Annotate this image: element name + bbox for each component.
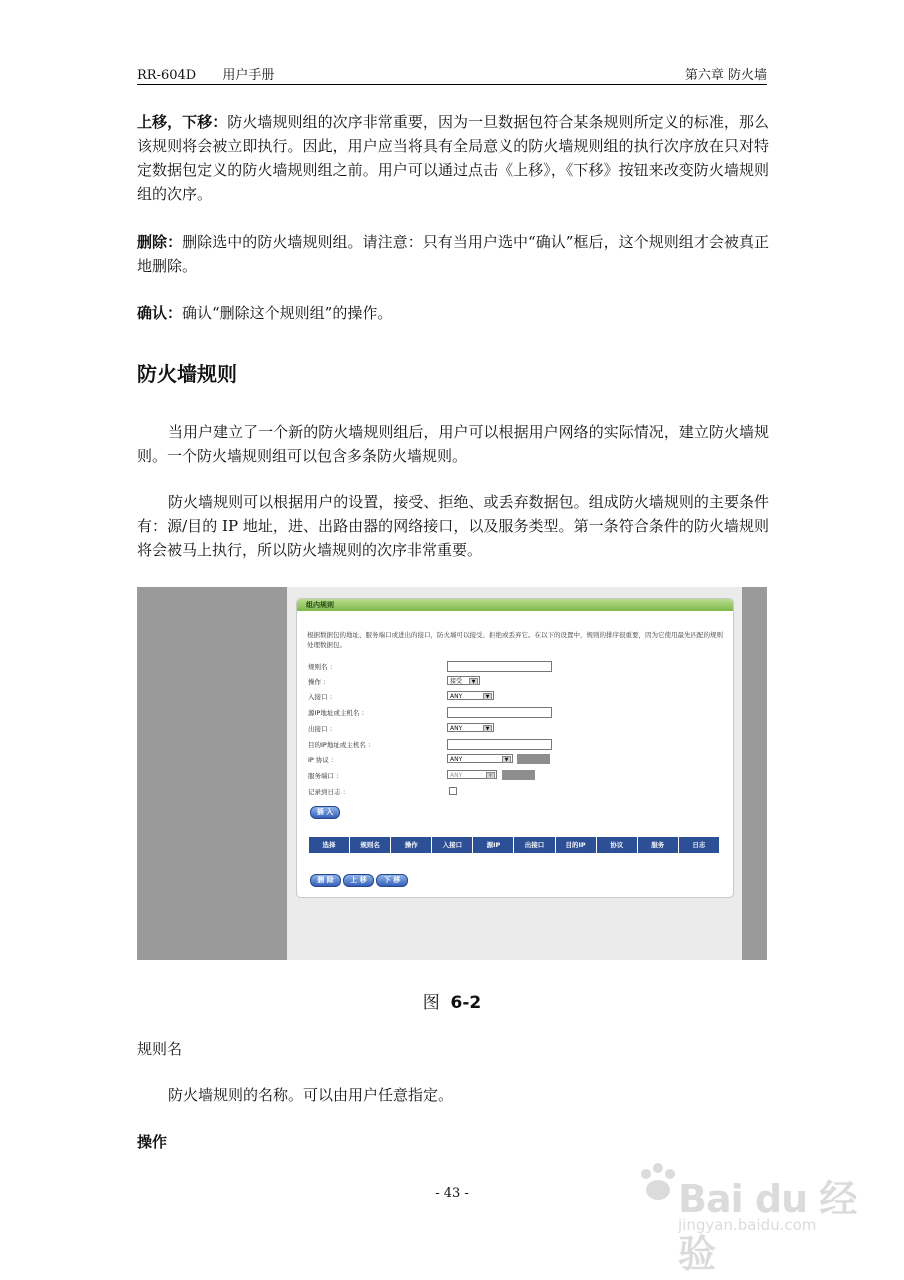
protocol-value: ANY xyxy=(450,756,463,763)
chapter-label: 第六章 防火墙 xyxy=(684,68,767,83)
running-header-left xyxy=(137,64,296,83)
col-rule-name: 规则名 xyxy=(350,837,391,853)
heading-action: 操作 xyxy=(137,1133,168,1151)
col-action: 操作 xyxy=(391,837,432,853)
text-move: 防火墙规则组的次序非常重要，因为一旦数据包符合某条规则所定义的标准，那么该规则将会被立即执行。因此，用户应当将具有全局意义的防火墙规则组的执行次序放在只对特定数据包定义的防火墙规则组之前。用户可以通过点击《上移》，《下移》按钮来改变防火墙规则组的次序。 xyxy=(137,113,769,203)
label-service-port: 服务端口 ： xyxy=(308,772,343,780)
caption-number: 6-2 xyxy=(450,993,482,1013)
protocol-select[interactable] xyxy=(447,754,513,763)
manual-label: 用户手册 xyxy=(222,68,275,83)
section-title: 防火墙规则 xyxy=(137,362,237,386)
chevron-down-icon: ▼ xyxy=(483,725,492,732)
caption-prefix: 图 xyxy=(422,993,440,1013)
para-delete xyxy=(137,230,769,278)
para-confirm xyxy=(137,301,769,325)
dst-ip-input[interactable] xyxy=(447,739,552,750)
insert-button[interactable]: 插 入 xyxy=(310,806,340,819)
model-label: RR-604D xyxy=(137,68,197,83)
action-select[interactable] xyxy=(447,676,480,685)
para-intro: 当用户建立了一个新的防火墙规则组后，用户可以根据用户网络的实际情况，建立防火墙规则。一个防火墙规则组可以包含多条防火墙规则。 xyxy=(137,423,769,465)
col-src-ip: 源IP xyxy=(473,837,514,853)
service-port-box xyxy=(502,770,535,780)
panel-description: 根据数据包的地址、服务端口或进出的接口，防火墙可以接受、拒绝或丢弃它。在以下的设置中，规则的排序很重要，因为它使用最先匹配的规则处理数据包。 xyxy=(307,631,723,649)
src-ip-input[interactable] xyxy=(447,707,552,718)
chevron-down-icon: ▼ xyxy=(502,756,511,763)
col-out-interface: 出接口 xyxy=(514,837,555,853)
log-checkbox[interactable] xyxy=(449,787,457,795)
chevron-down-icon: ▼ xyxy=(469,678,478,685)
out-interface-value: ANY xyxy=(450,725,463,732)
delete-button[interactable]: 删 除 xyxy=(310,874,341,887)
service-port-select[interactable] xyxy=(447,770,497,779)
para-move xyxy=(137,110,769,206)
service-port-value: ANY xyxy=(450,772,463,779)
col-select: 选择 xyxy=(309,837,350,853)
para-conditions: 防火墙规则可以根据用户的设置，接受、拒绝、或丢弃数据包。组成防火墙规则的主要条件有：源/目的 IP 地址，进、出路由器的网络接口，以及服务类型。第一条符合条件的防火墙规则将会被马上执行，所以防火墙规则的次序非常重要。 xyxy=(137,493,769,559)
label-src-ip: 源IP地址或主机名 ： xyxy=(308,709,368,717)
figure-content-area xyxy=(287,587,742,960)
heading-rule-name: 规则名 xyxy=(137,1040,183,1058)
col-service: 服务 xyxy=(638,837,679,853)
term-delete: 删除： xyxy=(137,233,183,251)
watermark-url: jingyan.baidu.com xyxy=(678,1216,817,1234)
label-in-interface: 入接口 ： xyxy=(308,693,337,701)
label-rule-name: 规则名 ： xyxy=(308,663,337,671)
page-number: - 43 - xyxy=(435,1186,469,1201)
col-log: 日志 xyxy=(692,841,706,849)
text-delete: 删除选中的防火墙规则组。请注意：只有当用户选中“确认”框后，这个规则组才会被真正地删除。 xyxy=(137,233,769,275)
figure-screenshot xyxy=(137,587,767,960)
chevron-down-icon: ▼ xyxy=(486,772,495,779)
label-log: 记录到日志 ： xyxy=(308,788,350,796)
move-down-button[interactable]: 下 移 xyxy=(376,874,408,887)
out-interface-select[interactable] xyxy=(447,723,494,732)
term-move: 上移，下移： xyxy=(137,113,228,131)
panel-title: 组内规则 xyxy=(297,599,733,611)
label-action: 操作 ： xyxy=(308,678,330,686)
label-protocol: IP 协议 ： xyxy=(308,756,338,764)
rules-panel xyxy=(296,598,734,898)
col-protocol: 协议 xyxy=(597,837,638,853)
text-confirm: 确认“删除这个规则组”的操作。 xyxy=(182,304,393,322)
term-confirm: 确认： xyxy=(137,304,183,322)
label-dst-ip: 目的IP地址或主机名 ： xyxy=(308,741,375,749)
paw-icon xyxy=(634,1160,684,1210)
para-rule-name: 防火墙规则的名称。可以由用户任意指定。 xyxy=(168,1086,454,1104)
move-up-button[interactable]: 上 移 xyxy=(343,874,374,887)
watermark xyxy=(634,1160,864,1276)
action-value: 接受 xyxy=(450,678,463,685)
rules-table-header xyxy=(309,837,719,853)
watermark-logo: Bai du 经验 xyxy=(678,1177,857,1276)
in-interface-value: ANY xyxy=(450,693,463,700)
in-interface-select[interactable] xyxy=(447,691,494,700)
col-in-interface: 入接口 xyxy=(432,837,473,853)
rule-name-input[interactable] xyxy=(447,661,552,672)
header-rule xyxy=(137,84,767,85)
figure-caption xyxy=(0,988,904,1013)
col-dst-ip: 目的IP xyxy=(556,837,597,853)
label-out-interface: 出接口 ： xyxy=(308,725,337,733)
chevron-down-icon: ▼ xyxy=(483,693,492,700)
protocol-number-box xyxy=(517,754,550,764)
